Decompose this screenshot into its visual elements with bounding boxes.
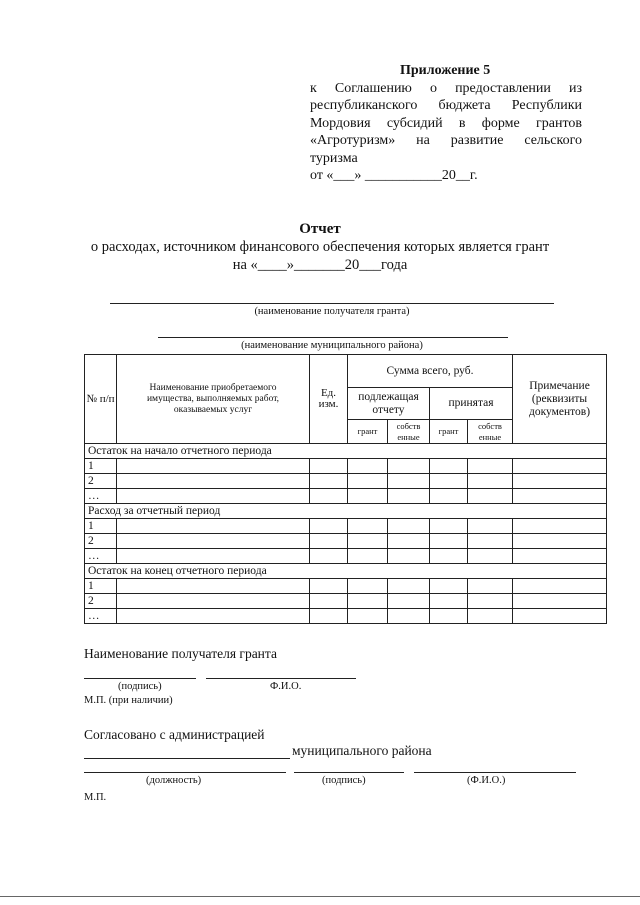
header-grant: грант [348, 420, 388, 444]
header-due: подлежащая отчету [348, 388, 430, 420]
report-title: Отчет [299, 221, 341, 237]
district-label: муниципального района [292, 743, 432, 758]
appendix-line: «Агротуризм» на развитие сельского [310, 133, 582, 148]
sign2-caption: (подпись) [322, 775, 366, 786]
fio-caption: Ф.И.О. [270, 681, 302, 692]
row-num: 1 [85, 459, 117, 474]
appendix-line: республиканского бюджета Республики [310, 98, 582, 113]
position-line [84, 772, 286, 773]
header-grant: грант [430, 420, 468, 444]
section-title: Расход за отчетный период [85, 504, 607, 519]
report-date: на «____»_______20___года [232, 257, 408, 273]
header-note: Примечание (реквизиты документов) [513, 355, 607, 444]
sign2-line [294, 772, 404, 773]
stamp-optional: М.П. (при наличии) [84, 695, 173, 706]
header-name: Наименование приобретаемого имущества, выполняемых работ, оказываемых услуг [117, 355, 310, 444]
header-own: собств енные [468, 420, 513, 444]
row-num: … [85, 609, 117, 624]
fio2-caption: (Ф.И.О.) [467, 775, 506, 786]
header-accepted: принятая [430, 388, 513, 420]
page-bottom-line [0, 896, 640, 897]
district-line [158, 337, 508, 338]
row-num: 2 [85, 594, 117, 609]
section-title: Остаток на конец отчетного периода [85, 564, 607, 579]
appendix-line: Мордовия субсидий в форме грантов [310, 115, 582, 131]
recipient-line [110, 303, 554, 304]
row-num: 2 [85, 534, 117, 549]
header-unit: Ед. изм. [310, 355, 348, 444]
district-name-line [84, 758, 290, 759]
appendix-title: Приложение 5 [400, 63, 491, 78]
report-subtitle-text: о расходах, источником финансового обеспечения которых является грант [90, 239, 550, 255]
report-subtitle [0, 238, 640, 274]
header-num: № п/п [85, 355, 117, 444]
stamp: М.П. [84, 792, 107, 803]
agreed-label: Согласовано с администрацией [84, 727, 265, 742]
position-caption: (должность) [146, 775, 202, 786]
appendix-line: к Соглашению о предоставлении из [310, 80, 582, 96]
appendix-date: от «___» ___________20__г. [310, 168, 478, 183]
row-num: 1 [85, 579, 117, 594]
sign-line [84, 678, 196, 679]
row-num: 1 [85, 519, 117, 534]
row-num: 2 [85, 474, 117, 489]
appendix-line: туризма [310, 150, 358, 166]
fio-line [206, 678, 356, 679]
recipient-caption: (наименование получателя гранта) [254, 306, 410, 317]
header-own: собств енные [388, 420, 430, 444]
section-title: Остаток на начало отчетного периода [85, 444, 607, 459]
fio2-line [414, 772, 576, 773]
district-caption: (наименование муниципального района) [241, 340, 423, 351]
row-num: … [85, 489, 117, 504]
header-sum: Сумма всего, руб. [348, 355, 513, 388]
appendix-block [310, 62, 582, 185]
row-num: … [85, 549, 117, 564]
recipient-name-label: Наименование получателя гранта [84, 646, 277, 661]
report-table [84, 354, 607, 624]
sign-caption: (подпись) [118, 681, 162, 692]
